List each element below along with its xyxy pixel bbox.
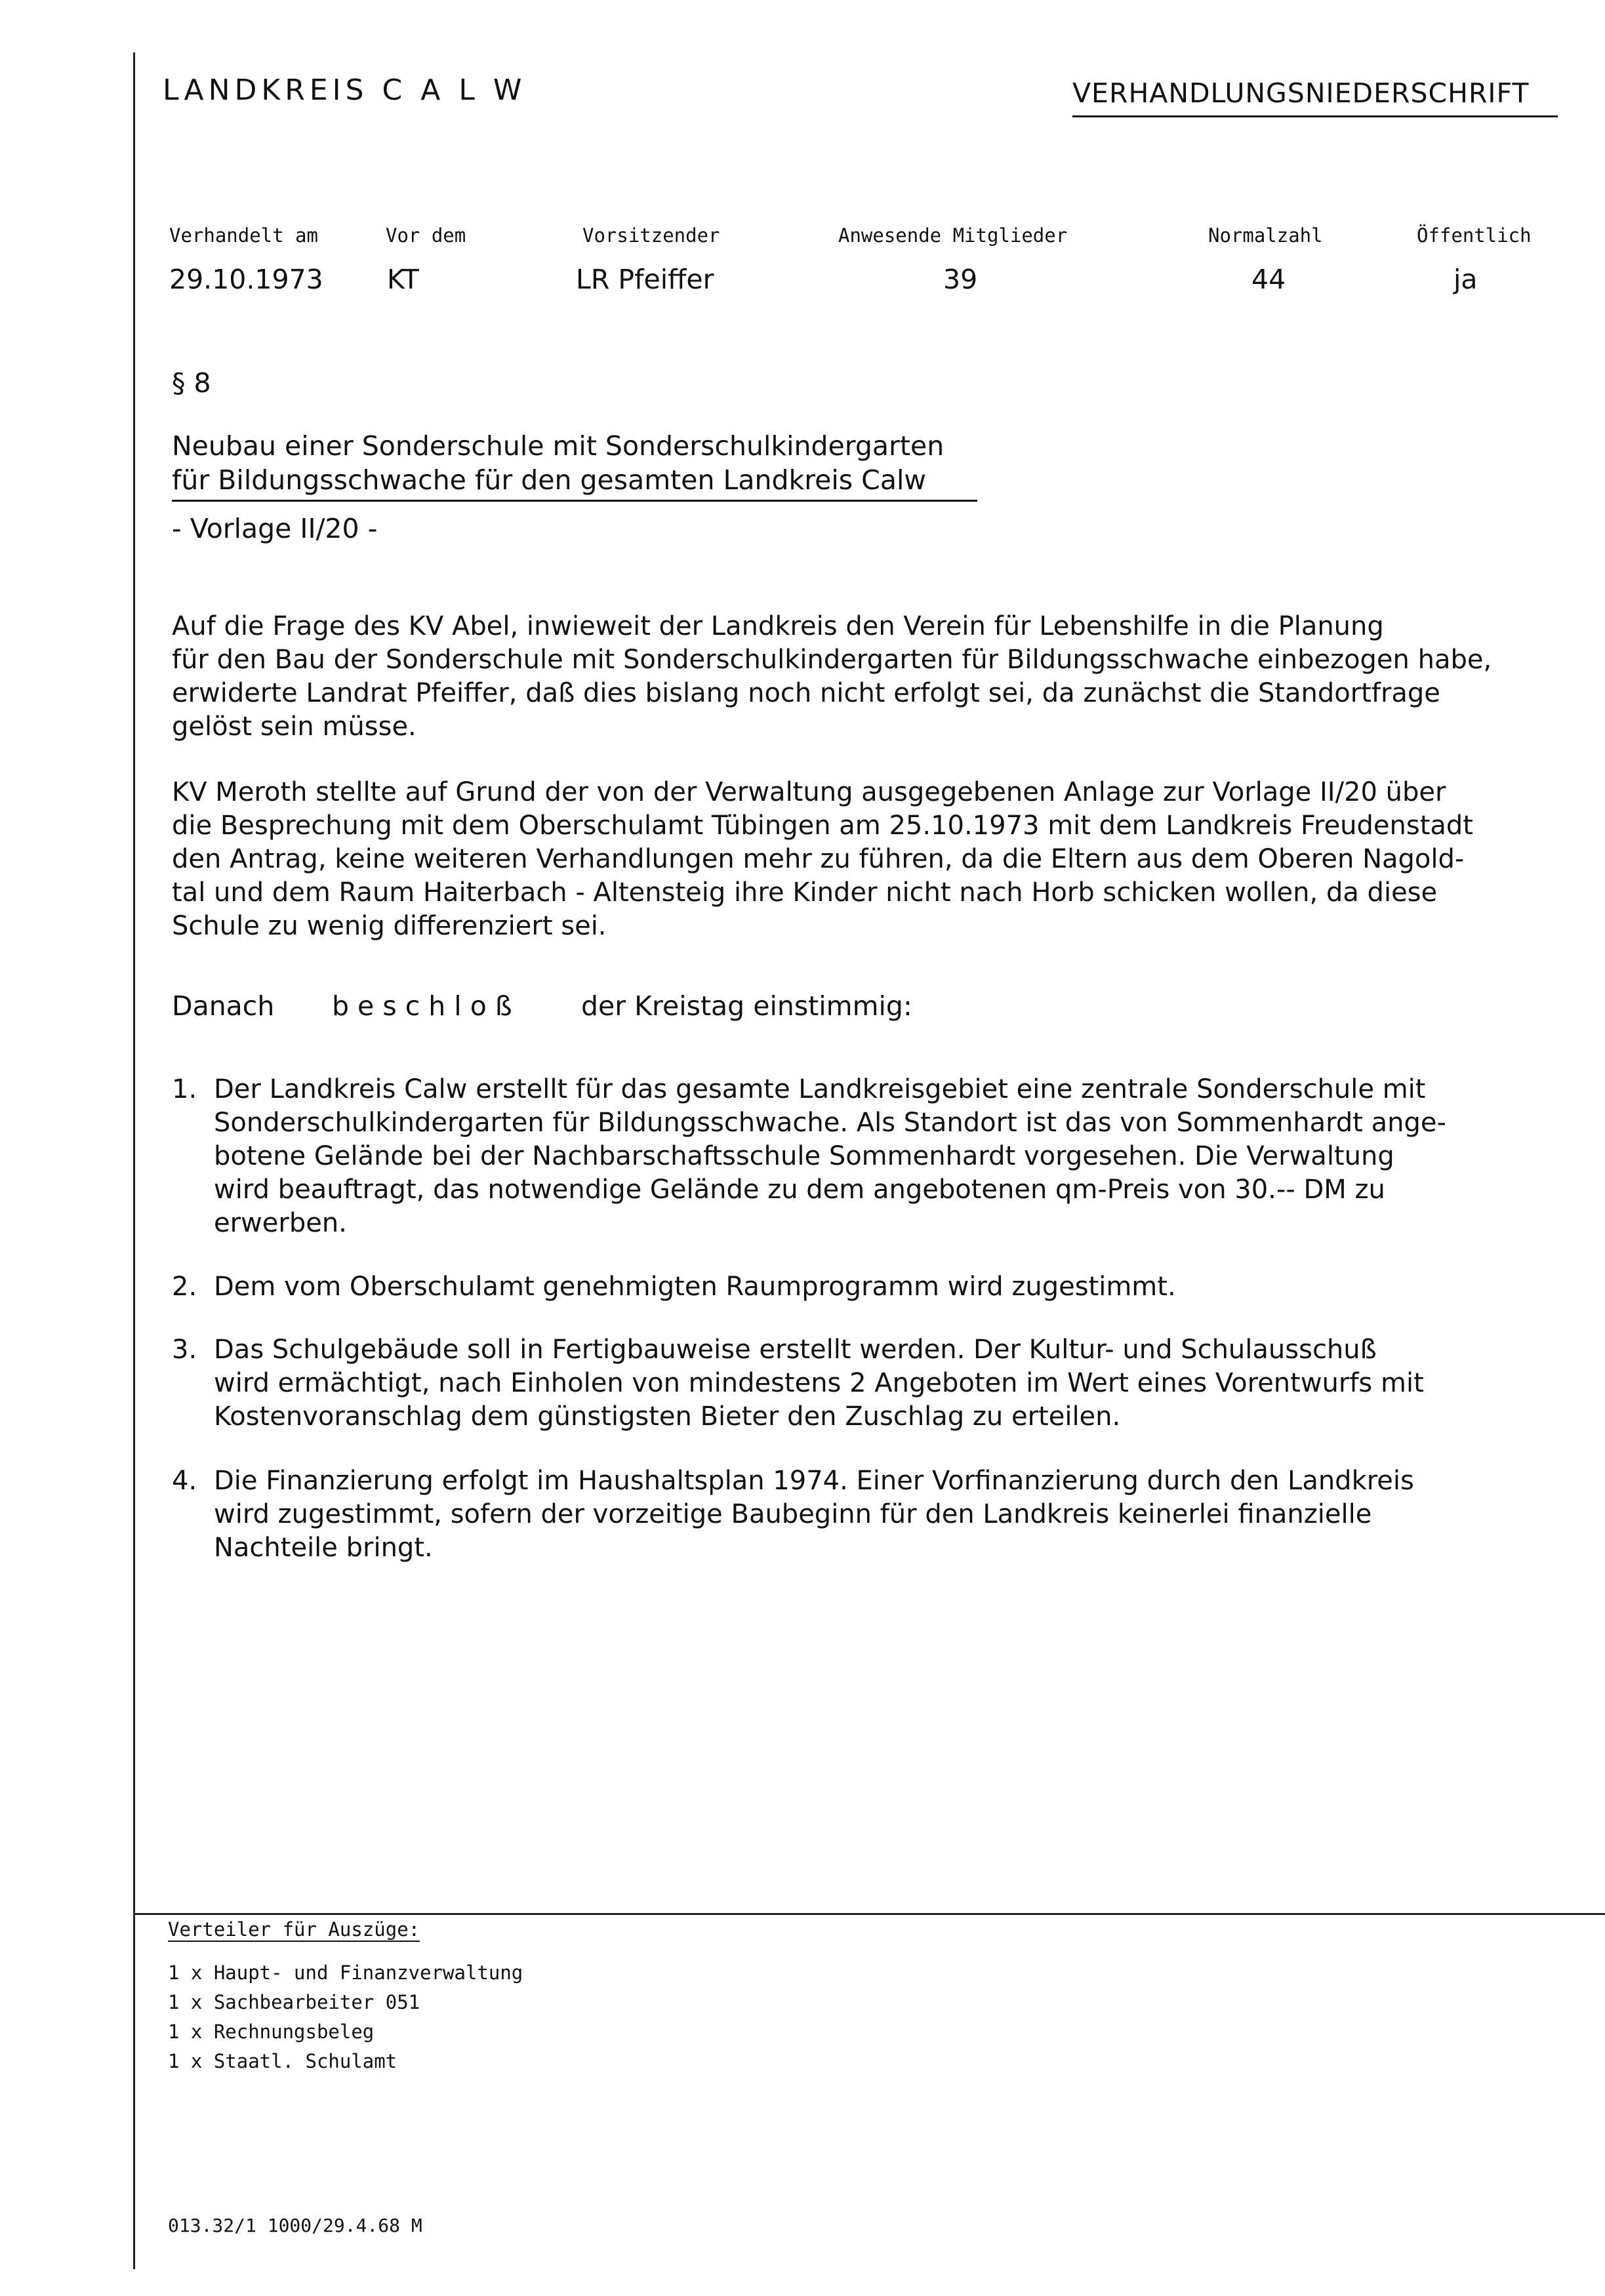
distribution-entry: 1 x Haupt- und Finanzverwaltung	[168, 1962, 523, 1984]
paragraph-line: den Antrag, keine weiteren Verhandlungen mehr zu führen, da die Eltern aus dem Oberen Nagold-	[172, 844, 1465, 874]
item-line: Die Finanzierung erfolgt im Haushaltsplan 1974. Einer Vorfinanzierung durch den Landkreis	[214, 1466, 1414, 1496]
item-line: botene Gelände bei der Nachbarschaftsschule Sommenhardt vorgesehen. Die Verwaltung	[214, 1141, 1394, 1171]
agenda-title	[172, 429, 979, 502]
item-line: wird beauftragt, das notwendige Gelände zu dem angebotenen qm-Preis von 30.-- DM zu	[214, 1175, 1385, 1205]
title-line-1: Neubau einer Sonderschule mit Sonderschulkindergarten	[172, 430, 945, 462]
section-number: § 8	[172, 367, 211, 399]
distribution-title: Verteiler für Auszüge:	[168, 1918, 420, 1941]
distribution-list	[168, 1958, 523, 2076]
meta-value-date: 29.10.1973	[169, 264, 323, 295]
meta-value-present: 39	[943, 264, 978, 295]
item-line: Das Schulgebäude soll in Fertigbauweise erstellt werden. Der Kultur- und Schulausschuß	[214, 1335, 1377, 1365]
document-type: VERHANDLUNGSNIEDERSCHRIFT	[1072, 77, 1558, 117]
item-number: 4.	[172, 1466, 197, 1496]
meta-value-chair: LR Pfeiffer	[576, 264, 714, 295]
distribution-divider	[133, 1913, 1605, 1915]
paragraph-line: Schule zu wenig differenziert sei.	[172, 911, 607, 941]
form-code: 013.32/1 1000/29.4.68 M	[168, 2215, 422, 2236]
paragraph-line: tal und dem Raum Haiterbach - Altensteig ihre Kinder nicht nach Horb schicken wollen, da diese	[172, 877, 1438, 908]
paragraph-line: für den Bau der Sonderschule mit Sonderschulkindergarten für Bildungsschwache einbezogen habe,	[172, 645, 1492, 675]
paragraph-line: die Besprechung mit dem Oberschulamt Tübingen am 25.10.1973 mit dem Landkreis Freudenstadt	[172, 811, 1473, 841]
item-number: 1.	[172, 1074, 197, 1104]
paragraph-1	[172, 610, 1575, 744]
paragraph-2	[172, 776, 1575, 943]
meta-value-public: ja	[1453, 264, 1478, 295]
meta-label-normal: Normalzahl	[1208, 224, 1323, 247]
item-number: 3.	[172, 1335, 197, 1365]
paragraph-line: gelöst sein müsse.	[172, 712, 416, 742]
meta-value-normal: 44	[1251, 264, 1286, 295]
meta-value-body: KT	[387, 264, 419, 295]
resolution-intro-word: Danach	[172, 990, 275, 1022]
title-line-2: für Bildungsschwache für den gesamten Landkreis Calw	[172, 464, 926, 496]
item-line: wird ermächtigt, nach Einholen von mindestens 2 Angeboten im Wert eines Vorentwurfs mit	[214, 1368, 1424, 1398]
meta-label-public: Öffentlich	[1417, 224, 1532, 247]
item-line: wird zugestimmt, sofern der vorzeitige Baubeginn für den Landkreis keinerlei finanzielle	[214, 1499, 1372, 1529]
distribution-entry: 1 x Rechnungsbeleg	[168, 2021, 375, 2043]
resolution-subject: der Kreistag einstimmig:	[581, 990, 912, 1022]
item-line: Sonderschulkindergarten für Bildungsschwache. Als Standort ist das von Sommenhardt ange-	[214, 1108, 1446, 1138]
title-underline	[172, 500, 977, 502]
paragraph-line: KV Meroth stellte auf Grund der von der Verwaltung ausgegebenen Anlage zur Vorlage II/20 über	[172, 777, 1446, 807]
meta-label-chair: Vorsitzender	[582, 224, 720, 247]
meta-label-date: Verhandelt am	[169, 224, 318, 247]
distribution-entry: 1 x Sachbearbeiter 051	[168, 1991, 420, 2013]
org-name: LANDKREIS C A L W	[163, 73, 527, 107]
item-number: 2.	[172, 1272, 197, 1302]
item-line: Dem vom Oberschulamt genehmigten Raumprogramm wird zugestimmt.	[214, 1272, 1176, 1302]
left-margin-line	[133, 52, 135, 2269]
paragraph-line: Auf die Frage des KV Abel, inwieweit der Landkreis den Verein für Lebenshilfe in die Planung	[172, 611, 1384, 641]
item-line: Nachteile bringt.	[214, 1533, 433, 1563]
item-line: Der Landkreis Calw erstellt für das gesamte Landkreisgebiet eine zentrale Sonderschule mit	[214, 1074, 1426, 1104]
resolution-verb: b e s c h l o ß	[332, 990, 512, 1022]
paragraph-line: erwiderte Landrat Pfeiffer, daß dies bislang noch nicht erfolgt sei, da zunächst die Standortfrage	[172, 678, 1440, 708]
meta-label-present: Anwesende Mitglieder	[838, 224, 1068, 247]
vorlage-reference: - Vorlage II/20 -	[172, 513, 378, 544]
meta-label-body: Vor dem	[386, 224, 466, 247]
item-line: Kostenvoranschlag dem günstigsten Bieter den Zuschlag zu erteilen.	[214, 1401, 1121, 1432]
item-line: erwerben.	[214, 1208, 347, 1238]
distribution-entry: 1 x Staatl. Schulamt	[168, 2050, 397, 2072]
